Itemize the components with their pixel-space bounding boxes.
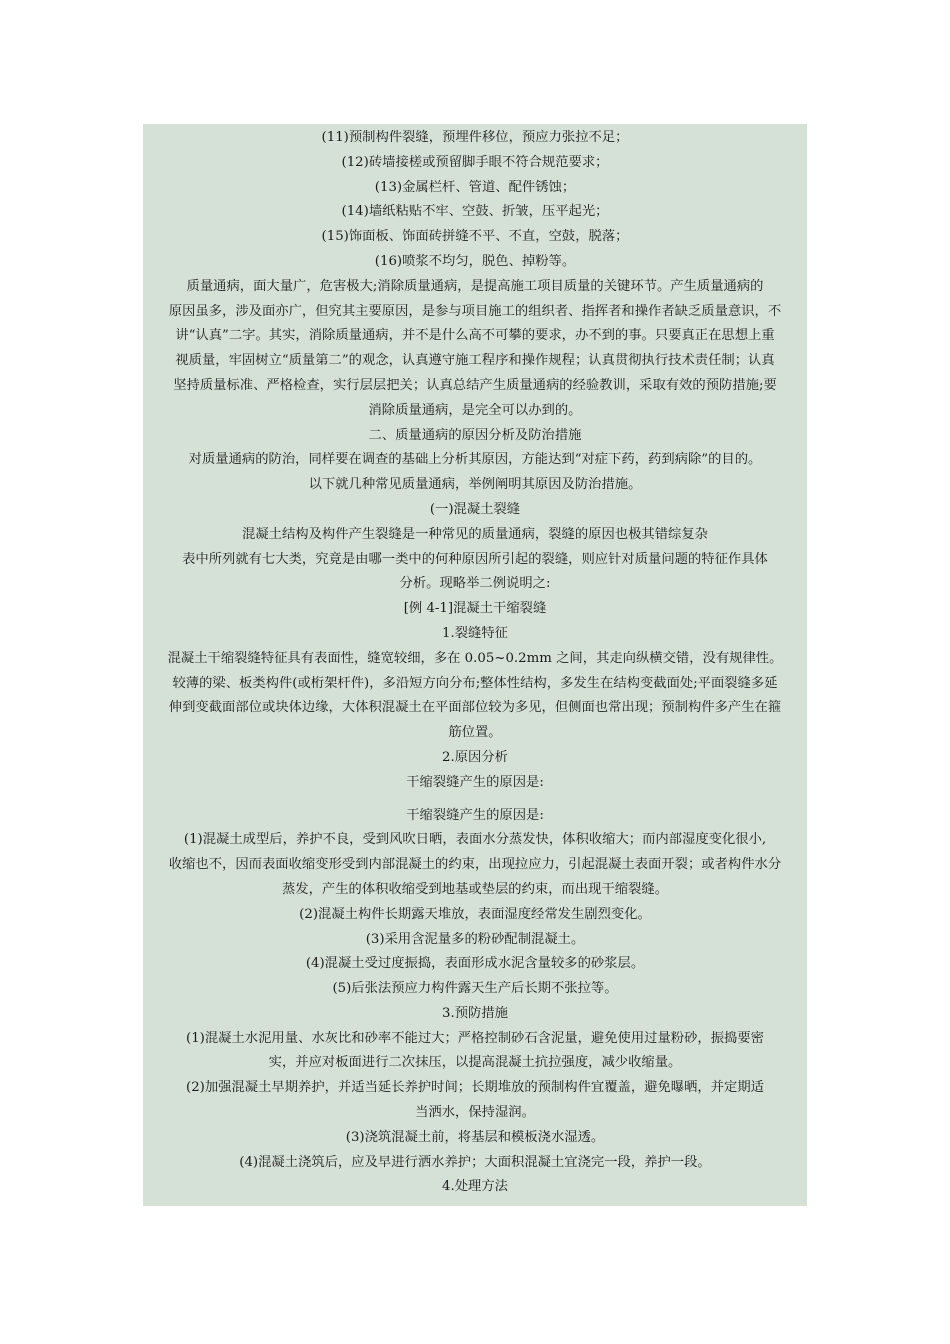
text-line: 二、质量通病的原因分析及防治措施 xyxy=(368,427,582,443)
text-line: 收缩也不，因而表面收缩变形受到内部混凝土的约束，出现拉应力，引起混凝土表面开裂；或者构件水分 xyxy=(168,857,782,873)
text-line: 伸到变截面部位或块体边缘，大体积混凝土在平面部位较为多见，但侧面也常出现；预制构件多产生在箍 xyxy=(168,700,782,716)
text-line: 蒸发，产生的体积收缩受到地基或垫层的约束，而出现干缩裂缝。 xyxy=(281,881,669,897)
text-line: 视质量，牢固树立“质量第二”的观念，认真遵守施工程序和操作规程；认真贯彻执行技术责任制；认真 xyxy=(175,353,775,369)
text-line: (2)混凝土构件长期露天堆放，表面湿度经常发生剧烈变化。 xyxy=(299,906,651,922)
text-line: 筋位置。 xyxy=(448,725,502,741)
text-line: (1)混凝土成型后，养护不良，受到风吹日晒，表面水分蒸发快，体积收缩大；而内部湿度变化很小, xyxy=(183,832,767,848)
text-line: 4.处理方法 xyxy=(442,1179,508,1195)
paragraph-gap xyxy=(143,796,807,804)
text-line: (4)混凝土受过度振捣，表面形成水泥含量较多的砂浆层。 xyxy=(305,956,645,972)
text-line: (13)金属栏杆、管道、配件锈蚀； xyxy=(374,179,576,195)
text-line: 干缩裂缝产生的原因是: xyxy=(406,774,544,790)
text-line: 实，并应对板面进行二次抹压，以提高混凝土抗拉强度，减少收缩量。 xyxy=(268,1055,682,1071)
text-line: [例 4-1]混凝土干缩裂缝 xyxy=(403,601,547,617)
text-line: 表中所列就有七大类，究竟是由哪一类中的何种原因所引起的裂缝，则应针对质量问题的特征作具体 xyxy=(182,551,768,567)
text-line: 较薄的梁、板类构件(或桁架杆件)，多沿短方向分布;整体性结构，多发生在结构变截面处;平面裂缝多延 xyxy=(172,675,778,691)
text-line: (15)饰面板、饰面砖拼缝不平、不直，空鼓，脱落； xyxy=(321,229,629,245)
text-line: (12)砖墙接槎或预留脚手眼不符合规范要求； xyxy=(341,154,609,170)
text-line: 分析。现略举二例说明之: xyxy=(399,576,551,592)
text-line: 讲“认真”二字。其实，消除质量通病，并不是什么高不可攀的要求，办不到的事。只要真正在思想上重 xyxy=(175,328,775,344)
text-line: (16)喷浆不均匀，脱色、掉粉等。 xyxy=(374,253,576,269)
text-line: (5)后张法预应力构件露天生产后长期不张拉等。 xyxy=(332,981,618,997)
text-line: 坚持质量标准、严格检查，实行层层把关；认真总结产生质量通病的经验教训，采取有效的预防措施;要 xyxy=(173,377,777,393)
text-line: 1.裂缝特征 xyxy=(442,625,508,641)
document-page xyxy=(143,124,807,1206)
text-line: (4)混凝土浇筑后，应及早进行洒水养护；大面积混凝土宜浇完一段，养护一段。 xyxy=(239,1154,711,1170)
text-line: (3)采用含泥量多的粉砂配制混凝土。 xyxy=(365,931,585,947)
text-line: 对质量通病的防治，同样要在调查的基础上分析其原因，方能达到“对症下药，药到病除”的目的。 xyxy=(188,452,762,468)
text-line: (2)加强混凝土早期养护，并适当延长养护时间；长期堆放的预制构件宜覆盖，避免曝晒，并定期适 xyxy=(186,1080,764,1096)
text-line: 质量通病，面大量广，危害极大;消除质量通病，是提高施工项目质量的关键环节。产生质量通病的 xyxy=(186,278,764,294)
text-line: 消除质量通病，是完全可以办到的。 xyxy=(368,402,582,418)
text-line: (一)混凝土裂缝 xyxy=(429,501,521,517)
text-line: 混凝土干缩裂缝特征具有表面性，缝宽较细，多在 0.05~0.2mm 之间，其走向纵横交错，没有规律性。 xyxy=(167,650,783,666)
text-line: 混凝土结构及构件产生裂缝是一种常见的质量通病，裂缝的原因也极其错综复杂 xyxy=(242,526,708,542)
text-line: 以下就几种常见质量通病，举例阐明其原因及防治措施。 xyxy=(308,477,642,493)
text-line: 2.原因分析 xyxy=(442,749,508,765)
text-line: (3)浇筑混凝土前，将基层和模板浇水湿透。 xyxy=(345,1129,605,1145)
text-line: (11)预制构件裂缝，预埋件移位，预应力张拉不足； xyxy=(321,130,629,145)
text-line: (1)混凝土水泥用量、水灰比和砂率不能过大；严格控制砂石含泥量，避免使用过量粉砂，振捣要密 xyxy=(186,1030,764,1046)
text-line: 当洒水，保持湿润。 xyxy=(415,1105,535,1121)
text-line: 3.预防措施 xyxy=(442,1005,508,1021)
text-line: 原因虽多，涉及面亦广，但究其主要原因，是参与项目施工的组织者、指挥者和操作者缺乏质量意识，不 xyxy=(168,303,782,319)
text-line: (14)墙纸粘贴不牢、空鼓、折皱，压平起光； xyxy=(341,204,609,220)
text-line: 干缩裂缝产生的原因是: xyxy=(406,807,544,823)
